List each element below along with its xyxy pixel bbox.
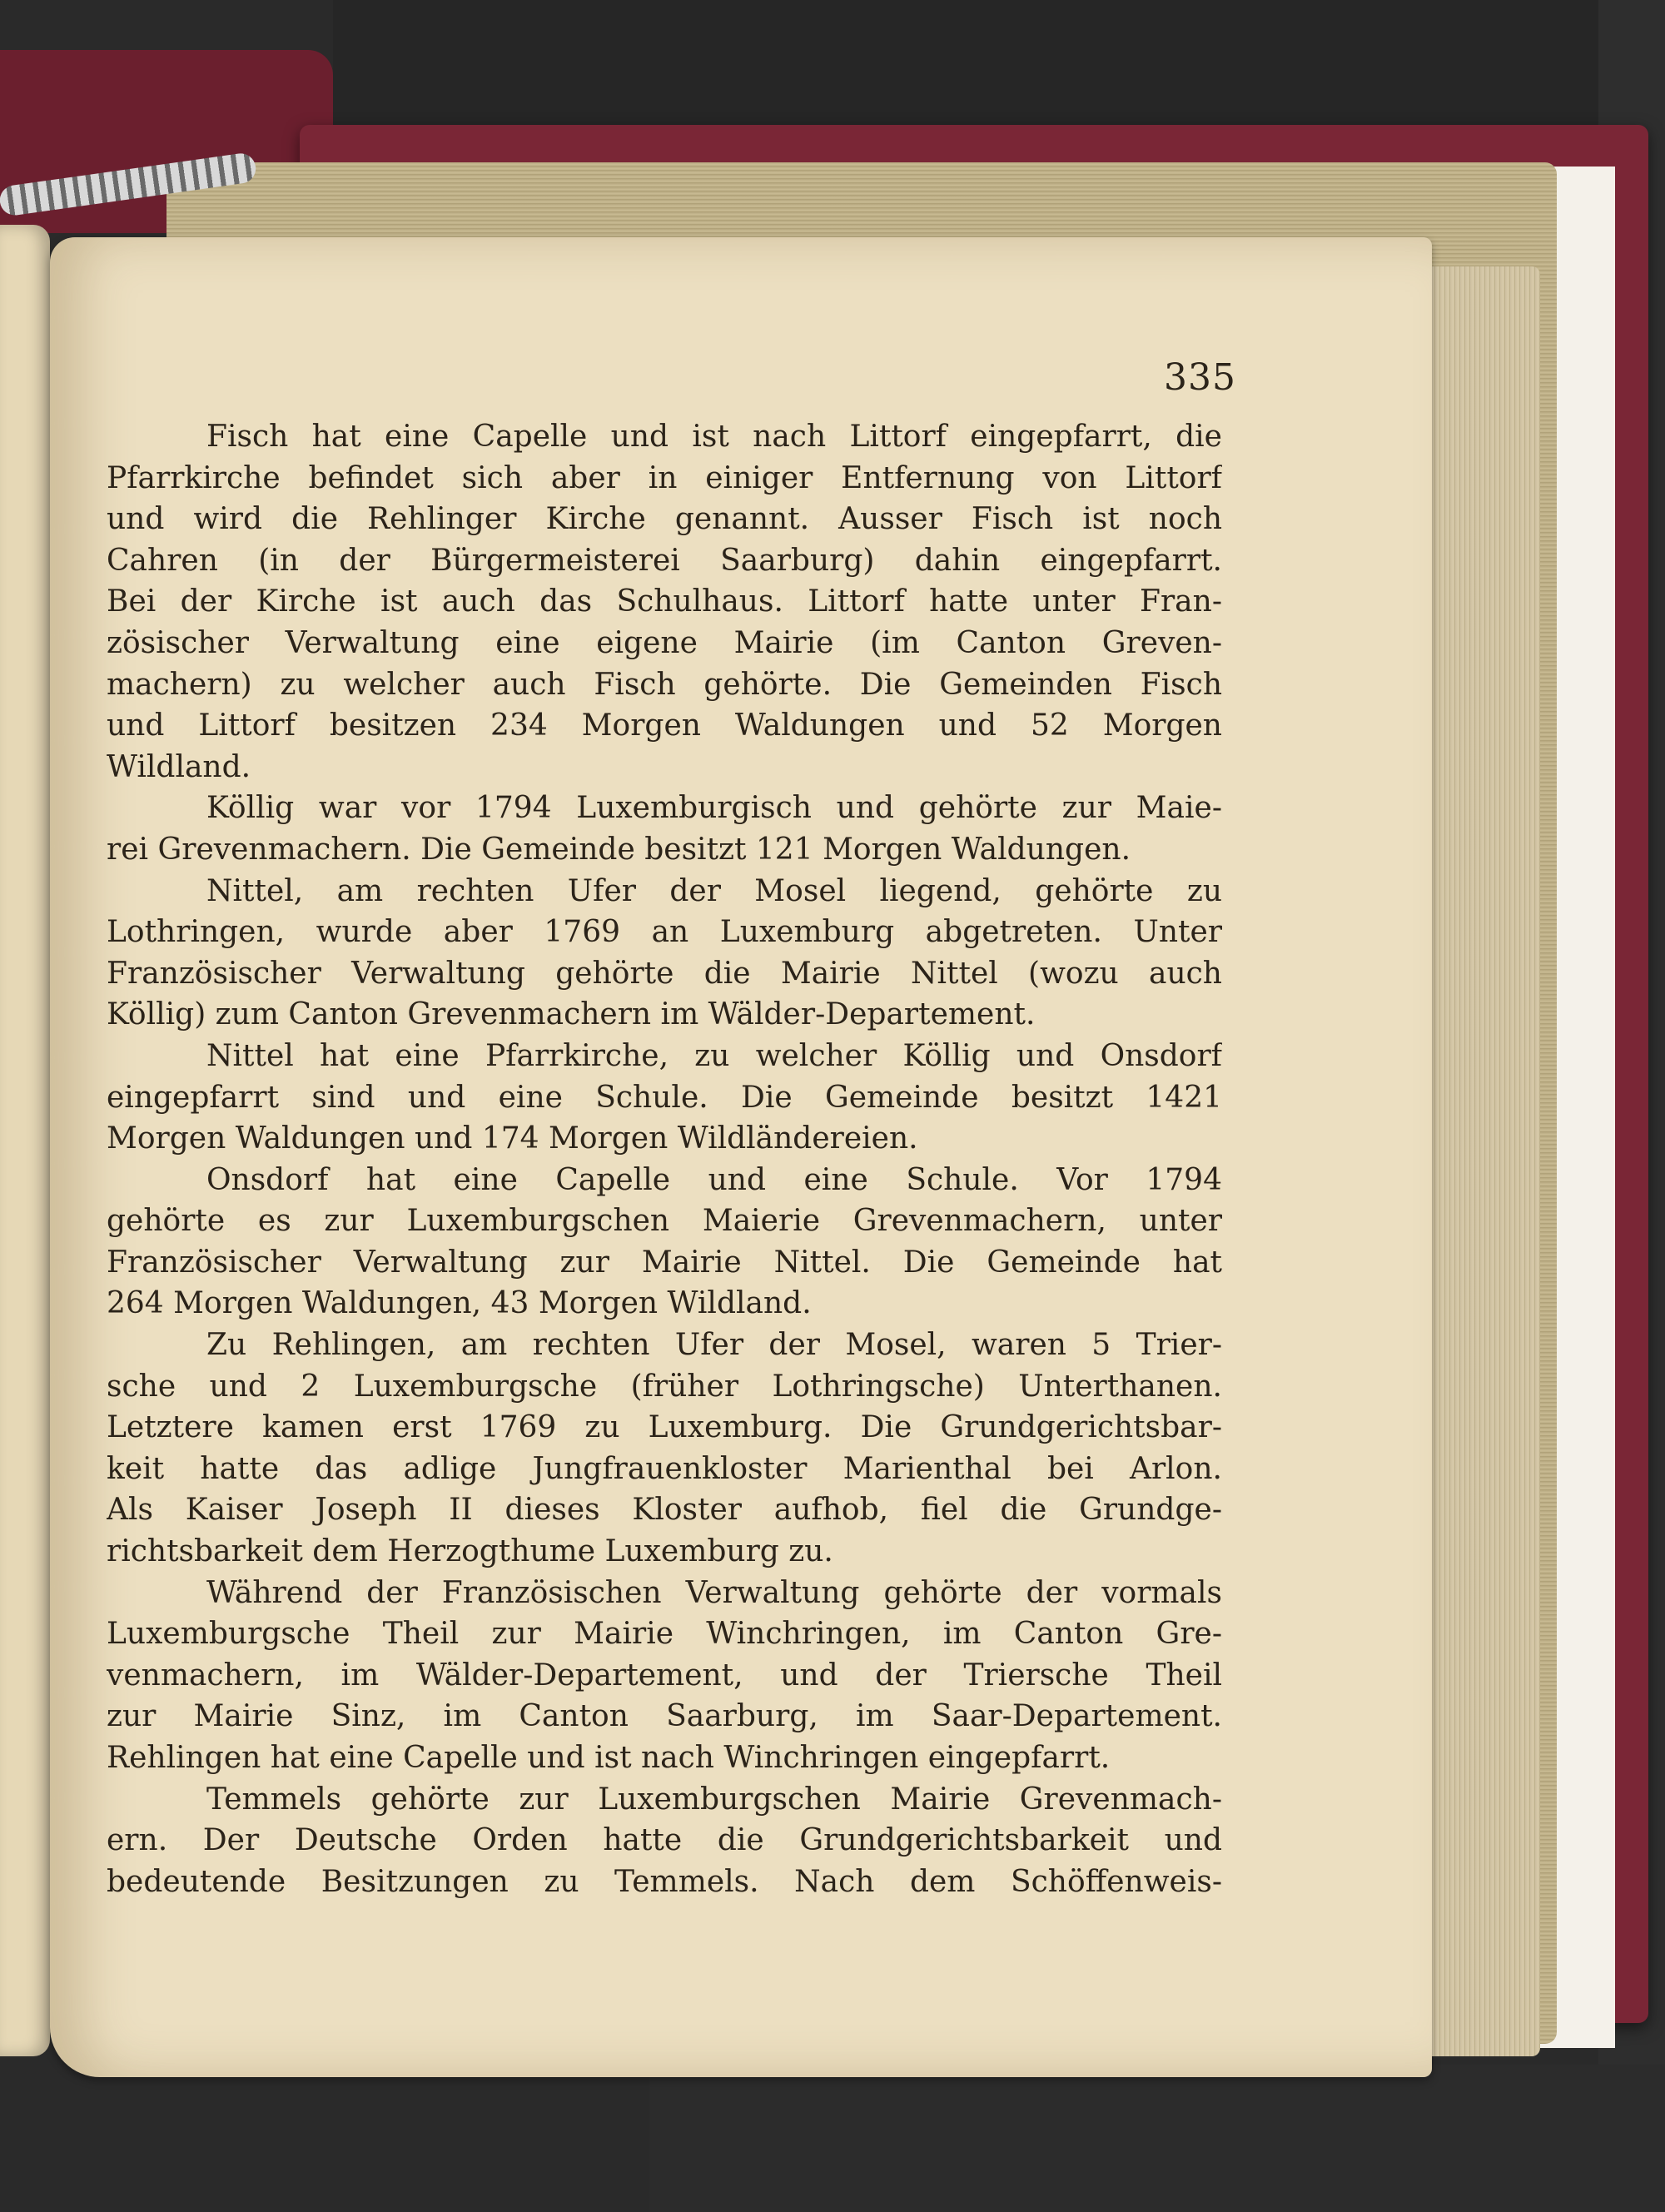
paragraph-rehlingen xyxy=(107,1325,1222,1573)
text-line: Während der Französischen Verwaltung gehörte der vormals xyxy=(206,1575,1222,1610)
text-line: zur Mairie Sinz, im Canton Saarburg, im Saar-Departement. xyxy=(107,1699,1222,1734)
text-line: Luxemburgsche Theil zur Mairie Winchringen, im Canton Gre- xyxy=(107,1617,1222,1652)
text-line: Bei der Kirche ist auch das Schulhaus. Littorf hatte unter Fran- xyxy=(107,584,1222,619)
text-line: Onsdorf hat eine Capelle und eine Schule. Vor 1794 xyxy=(206,1162,1222,1197)
paragraph-onsdorf xyxy=(107,1160,1222,1325)
text-line: eingepfarrt sind und eine Schule. Die Gemeinde besitzt 1421 xyxy=(107,1080,1222,1115)
text-line: Nittel hat eine Pfarrkirche, zu welcher Köllig und Onsdorf xyxy=(206,1038,1222,1073)
text-line: bedeutende Besitzungen zu Temmels. Nach dem Schöffenweis- xyxy=(107,1864,1222,1899)
text-line: 264 Morgen Waldungen, 43 Morgen Wildland. xyxy=(107,1286,812,1321)
text-line: Fisch hat eine Capelle und ist nach Littorf eingepfarrt, die xyxy=(206,420,1222,454)
text-line: Französischer Verwaltung zur Mairie Nittel. Die Gemeinde hat xyxy=(107,1245,1222,1280)
paragraph-nittel xyxy=(107,871,1222,1036)
paragraph-koellig xyxy=(107,788,1222,870)
text-line: Zu Rehlingen, am rechten Ufer der Mosel, waren 5 Trier- xyxy=(206,1328,1222,1363)
text-line: Cahren (in der Bürgermeisterei Saarburg) dahin eingepfarrt. xyxy=(107,543,1222,578)
text-line: Lothringen, wurde aber 1769 an Luxemburg abgetreten. Unter xyxy=(107,915,1222,950)
background-felt-bottom xyxy=(649,2065,1665,2212)
paragraph-verwaltung xyxy=(107,1573,1222,1779)
paragraph-temmels xyxy=(107,1779,1222,1903)
text-line: Morgen Waldungen und 174 Morgen Wildländereien. xyxy=(107,1121,918,1156)
text-line: Als Kaiser Joseph II dieses Kloster aufhob, fiel die Grundge- xyxy=(107,1493,1222,1528)
text-line: richtsbarkeit dem Herzogthume Luxemburg zu. xyxy=(107,1534,833,1569)
paragraph-nittel-church xyxy=(107,1036,1222,1160)
text-line: Letztere kamen erst 1769 zu Luxemburg. Die Grundgerichtsbar- xyxy=(107,1410,1222,1445)
text-line: keit hatte das adlige Jungfrauenkloster Marienthal bei Arlon. xyxy=(107,1451,1222,1486)
text-line: rei Grevenmachern. Die Gemeinde besitzt 121 Morgen Waldungen. xyxy=(107,832,1131,867)
text-line: Nittel, am rechten Ufer der Mosel liegend, gehörte zu xyxy=(206,873,1222,908)
text-line: Pfarrkirche befindet sich aber in einiger Entfernung von Littorf xyxy=(107,460,1222,495)
text-line: zösischer Verwaltung eine eigene Mairie (im Canton Greven- xyxy=(107,625,1222,660)
text-line: Köllig war vor 1794 Luxemburgisch und gehörte zur Maie- xyxy=(206,791,1222,826)
left-page xyxy=(0,225,50,2056)
text-line: Temmels gehörte zur Luxemburgschen Mairie Grevenmach- xyxy=(206,1782,1222,1817)
text-line: Wildland. xyxy=(107,749,251,784)
text-line: gehörte es zur Luxemburgschen Maierie Grevenmachern, unter xyxy=(107,1204,1222,1239)
text-line: sche und 2 Luxemburgsche (früher Lothringsche) Unterthanen. xyxy=(107,1369,1222,1404)
paragraph-fisch xyxy=(107,416,1222,788)
text-line: und Littorf besitzen 234 Morgen Waldungen und 52 Morgen xyxy=(107,708,1222,743)
text-line: Rehlingen hat eine Capelle und ist nach Winchringen eingepfarrt. xyxy=(107,1741,1111,1775)
text-line: Französischer Verwaltung gehörte die Mairie Nittel (wozu auch xyxy=(107,956,1222,991)
text-line: Köllig) zum Canton Grevenmachern im Wälder-Departement. xyxy=(107,997,1036,1032)
text-line: und wird die Rehlinger Kirche genannt. Ausser Fisch ist noch xyxy=(107,502,1222,537)
text-line: machern) zu welcher auch Fisch gehörte. Die Gemeinden Fisch xyxy=(107,667,1222,702)
page-block-right-edge xyxy=(1415,266,1540,2056)
page-number: 335 xyxy=(1164,356,1236,399)
text-line: venmachern, im Wälder-Departement, und der Triersche Theil xyxy=(107,1658,1222,1693)
text-line: ern. Der Deutsche Orden hatte die Grundgerichtsbarkeit und xyxy=(107,1823,1222,1858)
page-text xyxy=(107,416,1222,1902)
